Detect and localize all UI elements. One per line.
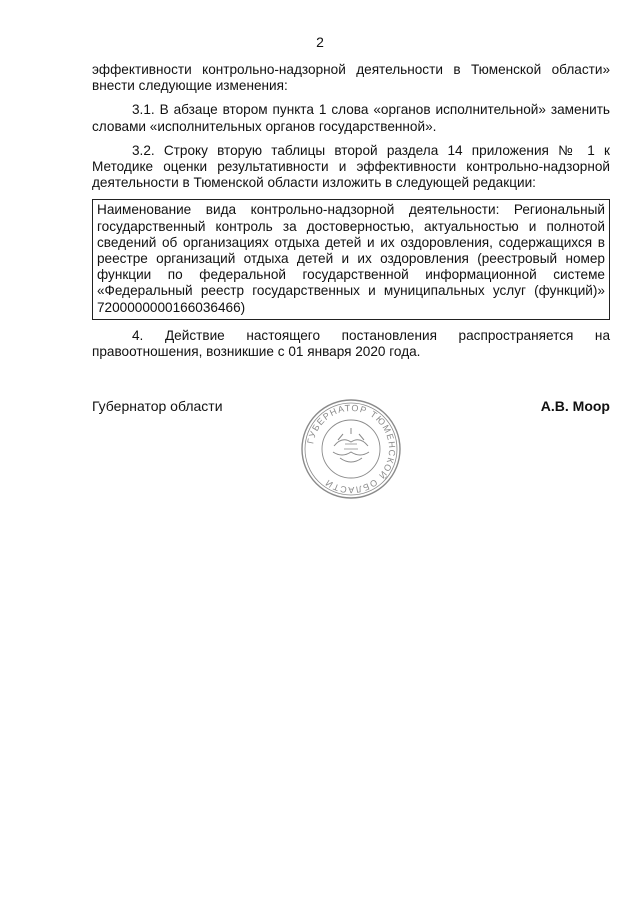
paragraph-3-2: 3.2. Строку вторую таблицы второй раздела 14 приложения № 1 к Методике оценки результативности и эффективности контрольно-надзорной деятельности в Тюменской области изложить в следующей редакции: xyxy=(92,142,610,191)
table-row-box: Наименование вида контрольно-надзорной деятельности: Региональный государственный контроль за достоверностью, актуальностью и полнотой сведений об организациях отдыха детей и их оздоровления, содержащихся в реестре организаций отдыха детей и их оздоровления (реестровый номер функции по федеральной государственной информационной системе «Федеральный реестр государственных и муниципальных услуг (функций)» 7200000000166036466) xyxy=(92,199,610,319)
signatory-name: А.В. Моор xyxy=(540,398,610,414)
seal-text: ГУБЕРНАТОР ТЮМЕНСКОЙ ОБЛАСТИ xyxy=(305,402,398,496)
signatory-title: Губернатор области xyxy=(92,398,223,414)
page-number: 2 xyxy=(316,34,324,50)
official-seal-icon xyxy=(300,398,402,500)
document-body xyxy=(92,62,610,368)
paragraph-3-1: 3.1. В абзаце втором пункта 1 слова «органов исполнительной» заменить словами «исполнительных органов государственной». xyxy=(92,102,610,134)
paragraph-4: 4. Действие настоящего постановления распространяется на правоотношения, возникшие с 01 января 2020 года. xyxy=(92,327,610,360)
paragraph-intro: эффективности контрольно-надзорной деятельности в Тюменской области» внести следующие изменения: xyxy=(92,62,610,94)
